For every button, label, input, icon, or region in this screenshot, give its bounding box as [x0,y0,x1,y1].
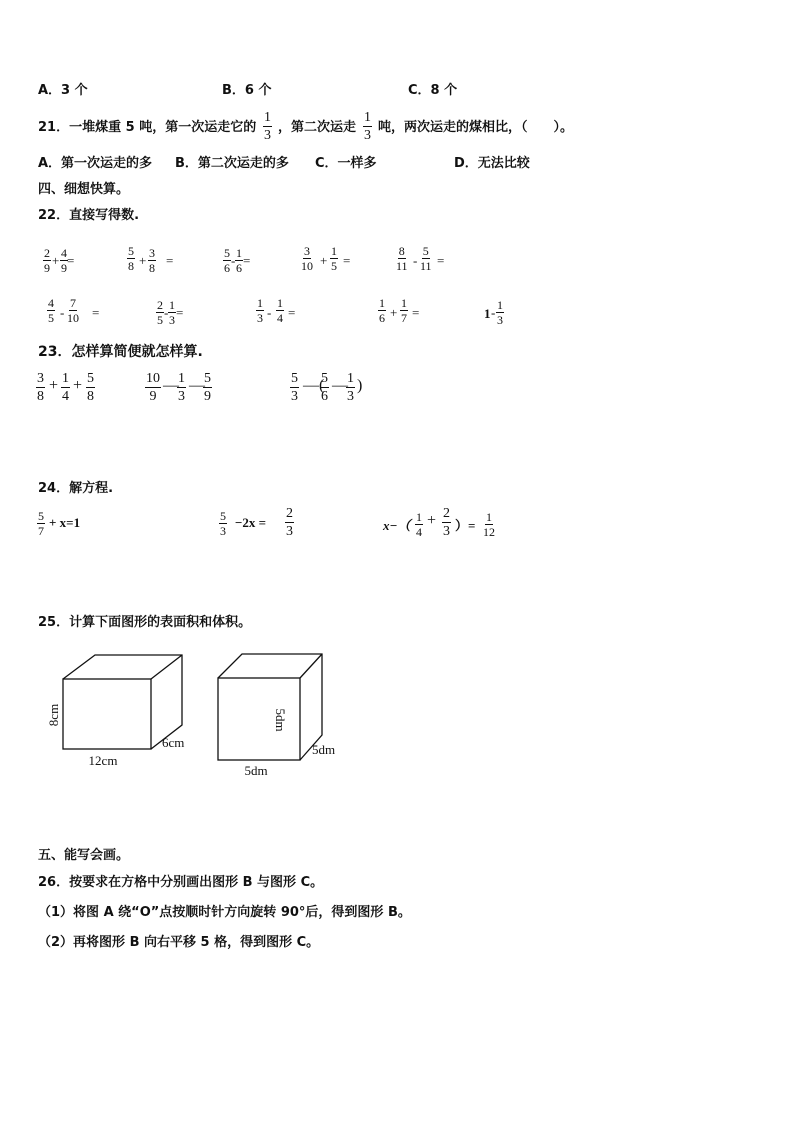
q23-title: 23．怎样算简便就怎样算. [38,344,203,360]
cuboid-width-label: 6cm [162,735,185,750]
q24-e3-frac-1: 1 4 [416,510,422,539]
q21-option-d: D．无法比较 [454,156,530,171]
q22-r1-1-frac-b: 4 9 [61,246,67,275]
q24-e3-plus: + [427,512,437,529]
q26-title: 26．按要求在方格中分别画出图形 B 与图形 C。 [38,875,324,890]
q24-e3-close: ）= [455,518,476,533]
q23-e3-op-1: —( [303,377,325,394]
q22-r1-3-eq: = [243,253,251,268]
q22-r2-4-frac-b: 1 7 [401,296,407,325]
q22-r2-2-frac-b: 1 3 [169,298,175,327]
cube-height-label: 5dm [273,708,288,732]
q22-r1-5-op: - [413,253,418,268]
q20-option-a: A．3 个 [38,83,88,98]
q23-e1-op-2: + [73,377,83,394]
cuboid-length-label: 12cm [88,753,118,768]
cuboid-height-label: 8cm [46,703,61,727]
q22-r2-1-eq: = [92,305,100,320]
q22-r2-4-op: + [390,305,398,320]
q22-r1-4-frac-a: 3 10 [301,244,313,273]
q21-fraction-2: 1 3 [364,110,371,143]
cube-figure [218,654,322,760]
q22-r1-2-op: + [139,253,147,268]
q22-r1-1-eq: = [67,253,75,268]
q25-title: 25．计算下面图形的表面积和体积。 [38,615,252,630]
q22-r1-5-frac-b: 5 11 [420,244,432,273]
q22-r1-2-frac-a: 5 8 [128,244,134,273]
q22-r2-3-frac-b: 1 4 [277,296,283,325]
q22-title: 22．直接写得数. [38,208,140,223]
q21-prefix: 21．一堆煤重 5 吨，第一次运走它的 [38,120,257,135]
q26-step-2: （2）再将图形 B 向右平移 5 格，得到图形 C。 [38,935,320,950]
q22-r1-1-op: + [52,253,60,268]
q23-e1-frac-2: 1 4 [62,371,69,404]
q21-suffix: 吨，两次运走的煤相比，（ ）。 [378,120,574,135]
q23-e3-frac-2: 5 6 [321,371,328,404]
q22-r1-3-frac-b: 1 6 [236,246,242,275]
q22-r1-3-op: - [231,253,236,268]
cube-width-label: 5dm [312,742,336,757]
q24-title: 24．解方程. [38,481,114,496]
q20-option-b: B．6 个 [222,83,272,98]
q22-r2-3-eq: = [288,305,296,320]
q22-r2-1-frac-b: 7 10 [67,296,79,325]
q22-r2-5-op: - [491,305,496,320]
q22-r2-3-frac-a: 1 3 [257,296,263,325]
q21-fraction-1: 1 3 [264,110,271,143]
q22-r2-2-op: - [164,305,169,320]
q24-e2-frac-2: 2 3 [286,506,293,539]
q21-option-b: B．第二次运走的多 [175,156,289,171]
q24-e3-frac-2: 2 3 [443,506,450,539]
q22-r2-4-frac-a: 1 6 [379,296,385,325]
q21-mid: ，第二次运走 [278,120,357,135]
section-4-heading: 四、细想快算。 [38,182,130,197]
q24-e3-frac-3: 1 12 [483,510,495,539]
q22-r1-3-frac-a: 5 6 [224,246,230,275]
q23-e2-op-1: — [163,377,179,394]
q23-e2-frac-2: 1 3 [178,371,185,404]
q22-r2-1-frac-a: 4 5 [48,296,54,325]
q22-r1-4-frac-b: 1 5 [331,244,337,273]
q22-r2-1-op: - [60,305,65,320]
q24-e2-frac: 5 3 [220,509,226,538]
q26-step-1: （1）将图 A 绕“O”点按顺时针方向旋转 90°后，得到图形 B。 [38,905,411,920]
q23-e3-close-paren: ) [357,377,363,394]
q22-r1-1-frac-a: 2 9 [44,246,50,275]
q22-r1-5-eq: = [437,253,445,268]
q23-e1-op-1: + [49,377,59,394]
q24-e3-lead: x−（ [383,518,411,533]
q23-e2-frac-1: 10 9 [146,371,160,404]
q23-e3-frac-3: 1 3 [347,371,354,404]
q23-e2-op-2: — [189,377,205,394]
q21-option-c: C．一样多 [315,156,377,171]
cube-length-label: 5dm [244,763,268,778]
q22-r2-2-frac-a: 2 5 [157,298,163,327]
q22-r2-4-eq: = [412,305,420,320]
q24-e1-rest: + x=1 [49,515,81,530]
q23-e3-op-2: — [332,377,348,394]
q24-e2-mid: −2x = [235,515,267,530]
q22-r1-2-frac-b: 3 8 [149,246,155,275]
q23-e1-frac-1: 3 8 [37,371,44,404]
q22-r1-4-op: + [320,253,328,268]
q23-e3-frac-1: 5 3 [291,371,298,404]
section-5-heading: 五、能写会画。 [38,848,130,863]
q22-r2-5-frac-b: 1 3 [497,298,503,327]
q22-r1-5-frac-a: 8 11 [396,244,408,273]
q20-option-c: C．8 个 [408,83,458,98]
q21-option-a: A．第一次运走的多 [38,156,153,171]
q22-r1-2-eq: = [166,253,174,268]
q23-e2-frac-3: 5 9 [204,371,211,404]
q22-r1-4-eq: = [343,253,351,268]
q23-e1-frac-3: 5 8 [87,371,94,404]
q22-r2-3-op: - [267,305,272,320]
q24-e1-frac: 5 7 [38,509,44,538]
q22-r2-5-whole: 1 [484,306,491,321]
q22-r2-2-eq: = [176,305,184,320]
